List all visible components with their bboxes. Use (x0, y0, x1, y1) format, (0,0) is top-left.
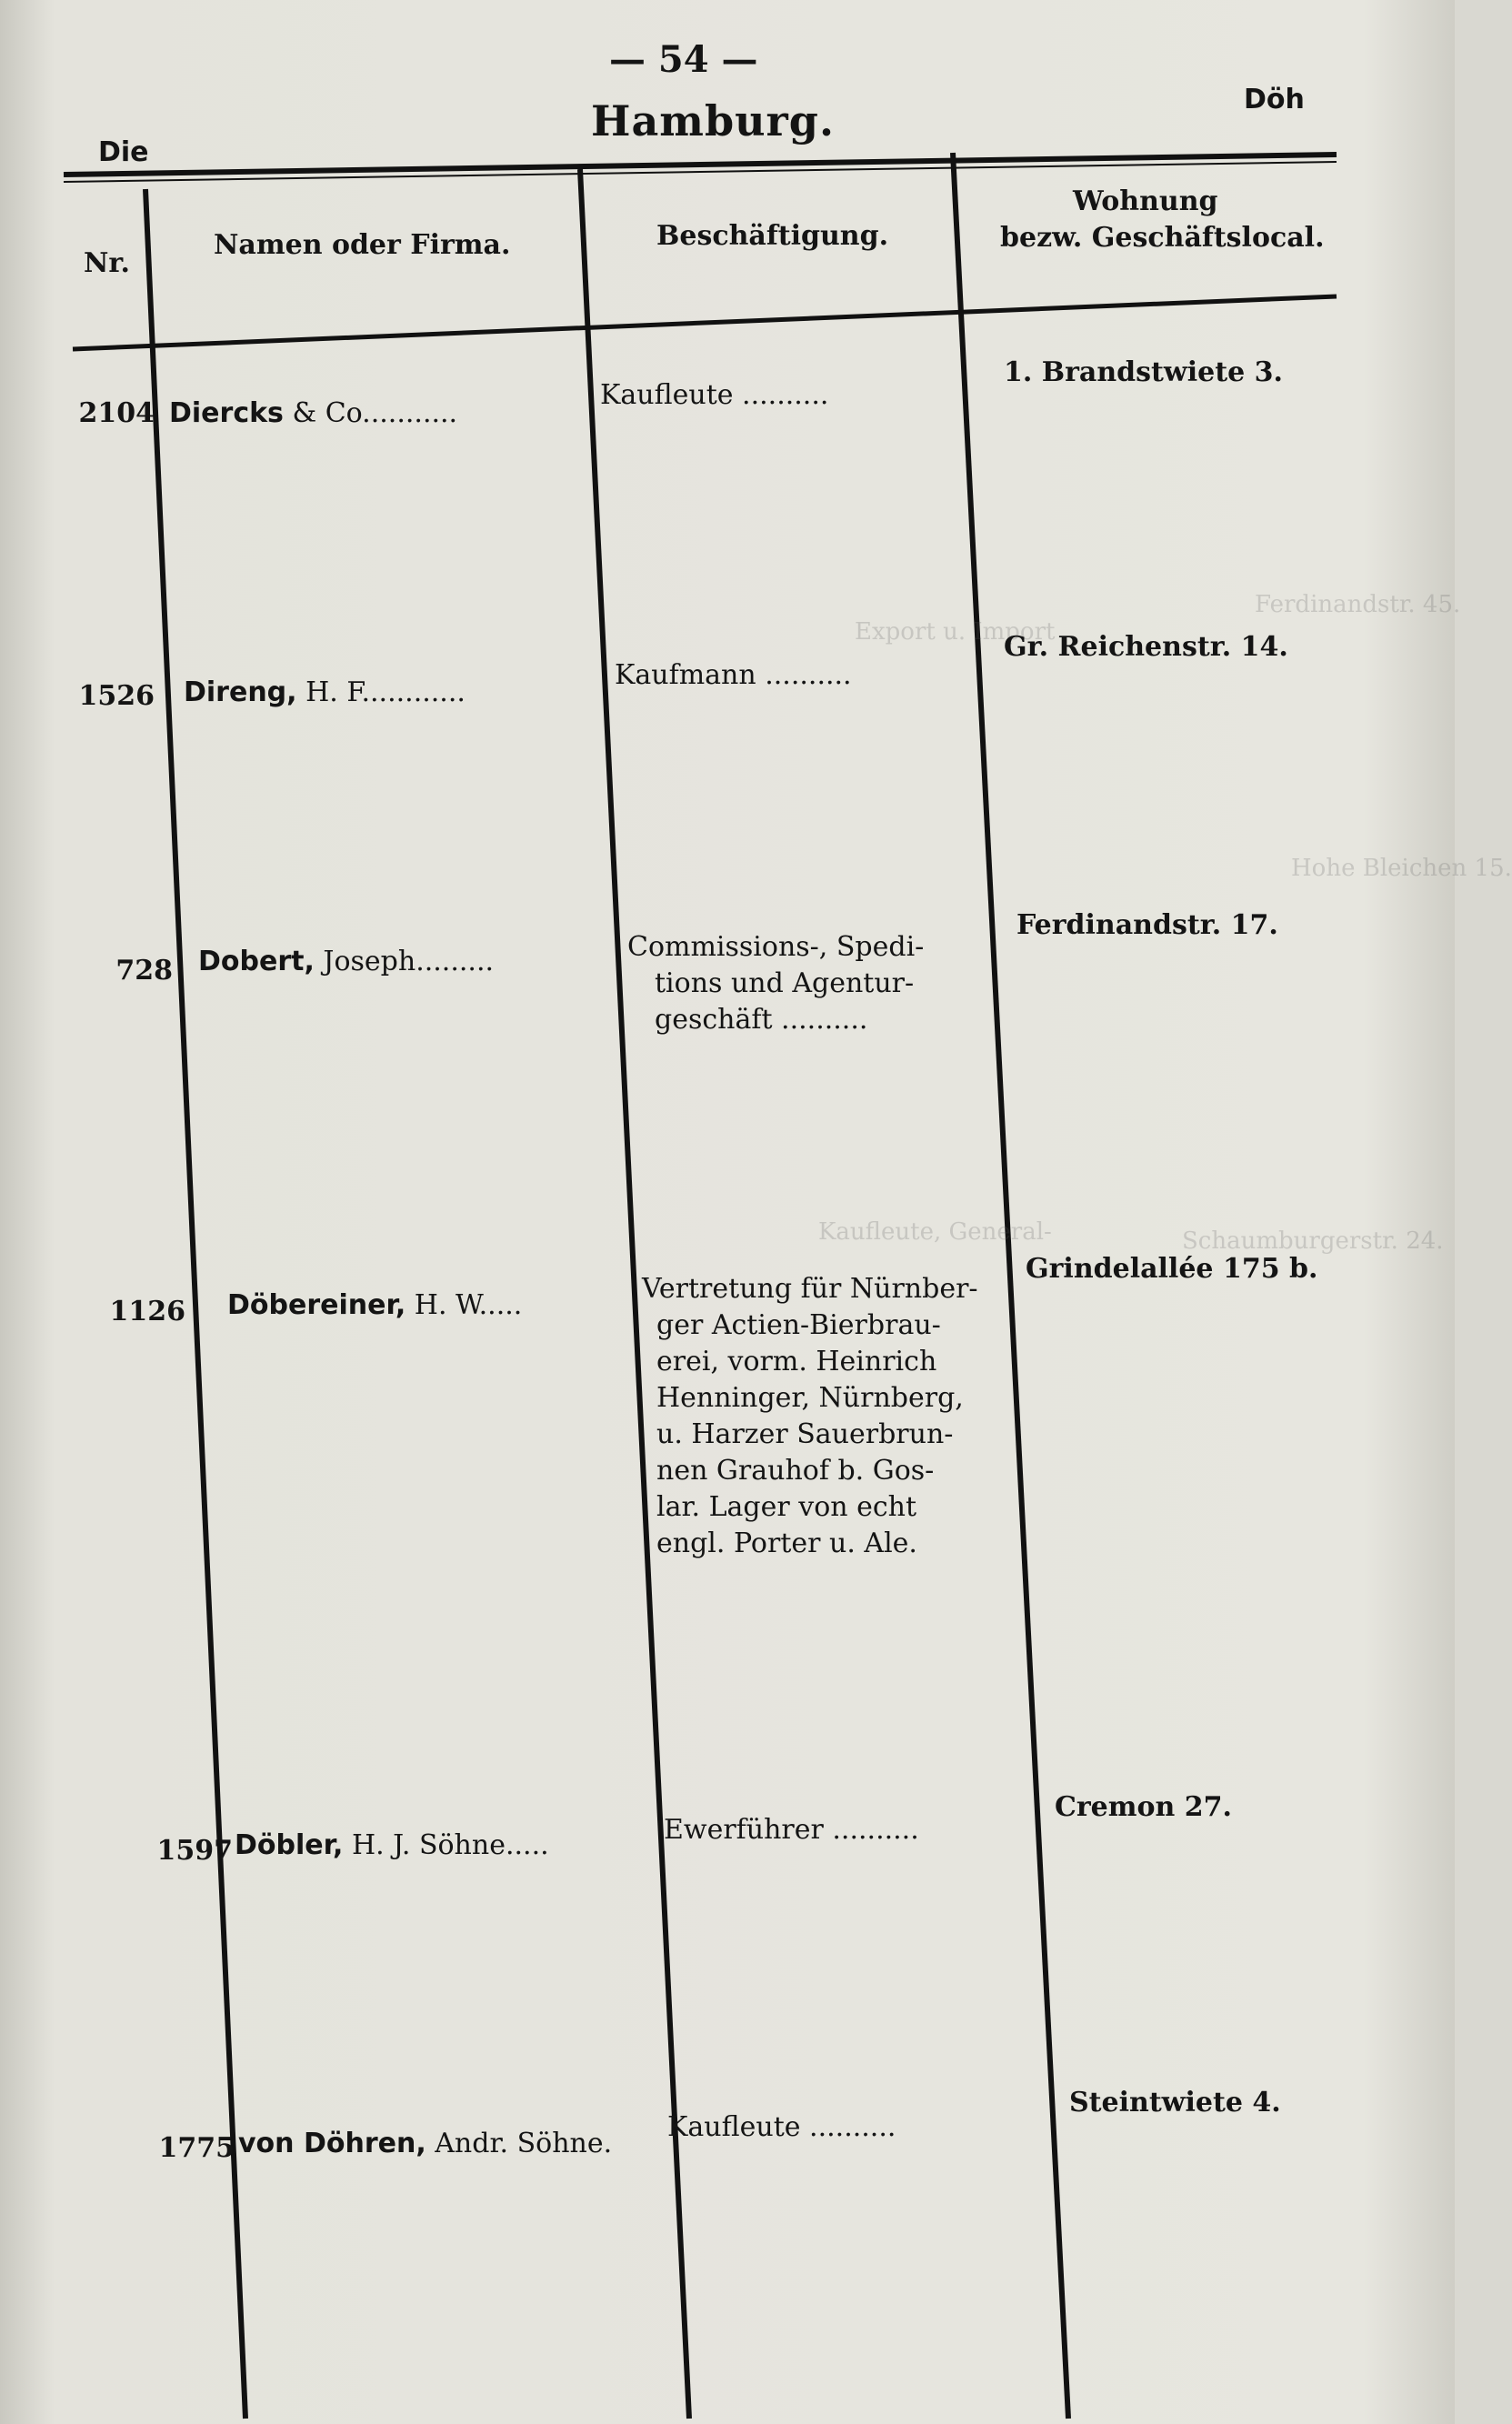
entry-address: Ferdinandstr. 17. (1016, 909, 1278, 941)
occupation-line: Kaufleute .......... (667, 2111, 896, 2143)
entry-name-rest: H. W. (406, 1289, 488, 1321)
entry-number: 1775 (158, 2132, 235, 2164)
occupation-line: Kaufleute .......... (600, 379, 829, 411)
entry-name (227, 1289, 522, 1321)
occupation-line: u. Harzer Sauerbrun- (656, 1418, 954, 1450)
bleed-through-text: Kaufleute, General- (818, 1218, 1052, 1246)
column-header-address-sub: bezw. Geschäftslocal. (1000, 222, 1325, 254)
occupation-line: tions und Agentur- (655, 967, 915, 999)
occupation-line: lar. Lager von echt (656, 1491, 917, 1523)
occupation-line: geschäft .......... (655, 1004, 868, 1036)
entry-occupation (627, 929, 924, 1038)
entry-name (238, 2128, 612, 2159)
occupation-line: Commissions-, Spedi- (627, 931, 925, 963)
catchword-right: Döh (1244, 84, 1305, 115)
entry-number: 1597 (156, 1835, 233, 1867)
entry-address: 1. Brandstwiete 3. (1004, 356, 1283, 388)
entry-name-rest: & Co. (283, 397, 371, 429)
entry-address: Grindelallée 175 b. (1026, 1253, 1318, 1285)
column-header-name: Namen oder Firma. (214, 229, 511, 261)
occupation-line: Henninger, Nürnberg, (656, 1382, 964, 1414)
header-bottom-rule (73, 296, 1337, 349)
entry-address: Gr. Reichenstr. 14. (1004, 631, 1288, 663)
entry-address: Cremon 27. (1055, 1791, 1232, 1823)
bleed-through-text: Hohe Bleichen 15. (1291, 855, 1512, 882)
catchword-left: Die (98, 136, 149, 168)
entry-name (169, 397, 457, 429)
leader-dots: ..... (505, 1829, 549, 1861)
entry-name-rest: Andr. Söhne (426, 2128, 604, 2159)
entry-name-surname: Direng, (184, 676, 297, 708)
leader-dots: .......... (370, 397, 458, 429)
entry-occupation (642, 1271, 978, 1562)
entry-number: 2104 (78, 397, 155, 429)
entry-name-surname: Döbereiner, (227, 1289, 406, 1321)
entry-address: Steintwiete 4. (1069, 2087, 1281, 2118)
entry-occupation (615, 657, 852, 694)
leader-dots: . (603, 2128, 613, 2159)
column-header-address: Wohnung (1073, 185, 1218, 217)
page-number: — 54 — (609, 38, 758, 81)
occupation-line: nen Grauhof b. Gos- (656, 1455, 935, 1487)
occupation-line: engl. Porter u. Ale. (656, 1528, 917, 1559)
entry-number: 728 (115, 955, 173, 987)
entry-name-surname: Diercks (169, 397, 284, 429)
entry-occupation (667, 2109, 896, 2146)
entry-name-surname: Dobert, (198, 946, 315, 977)
entry-name (184, 676, 466, 708)
occupation-line: Vertretung für Nürnber- (642, 1273, 978, 1305)
entry-name-surname: von Döhren, (238, 2128, 426, 2159)
column-header-occupation: Beschäftigung. (656, 220, 889, 252)
entry-name-rest: H. J. Söhne (343, 1829, 506, 1861)
entry-name (198, 946, 494, 977)
bleed-through-text: Schaumburgerstr. 24. (1182, 1227, 1444, 1255)
entry-occupation (664, 1812, 919, 1848)
occupation-line: erei, vorm. Heinrich (656, 1346, 937, 1377)
occupation-line: Kaufmann .......... (615, 659, 852, 691)
bleed-through-text: Ferdinandstr. 45. (1255, 591, 1461, 618)
entry-name (235, 1829, 549, 1861)
entry-name-surname: Döbler, (235, 1829, 344, 1861)
entry-name-rest: H. F. (296, 676, 371, 708)
entry-occupation (600, 377, 828, 414)
leader-dots: ......... (416, 946, 495, 977)
leader-dots: ........... (370, 676, 466, 708)
entry-number: 1126 (109, 1296, 185, 1327)
entry-number: 1526 (78, 680, 155, 712)
column-header-nr: Nr. (84, 247, 130, 279)
page-title: Hamburg. (591, 96, 835, 145)
bleed-through-text: Export u. Import (855, 618, 1056, 646)
occupation-line: ger Actien-Bierbrau- (656, 1309, 941, 1341)
entry-name-rest: Joseph (314, 946, 416, 977)
leader-dots: .... (487, 1289, 523, 1321)
occupation-line: Ewerführer .......... (664, 1814, 919, 1846)
